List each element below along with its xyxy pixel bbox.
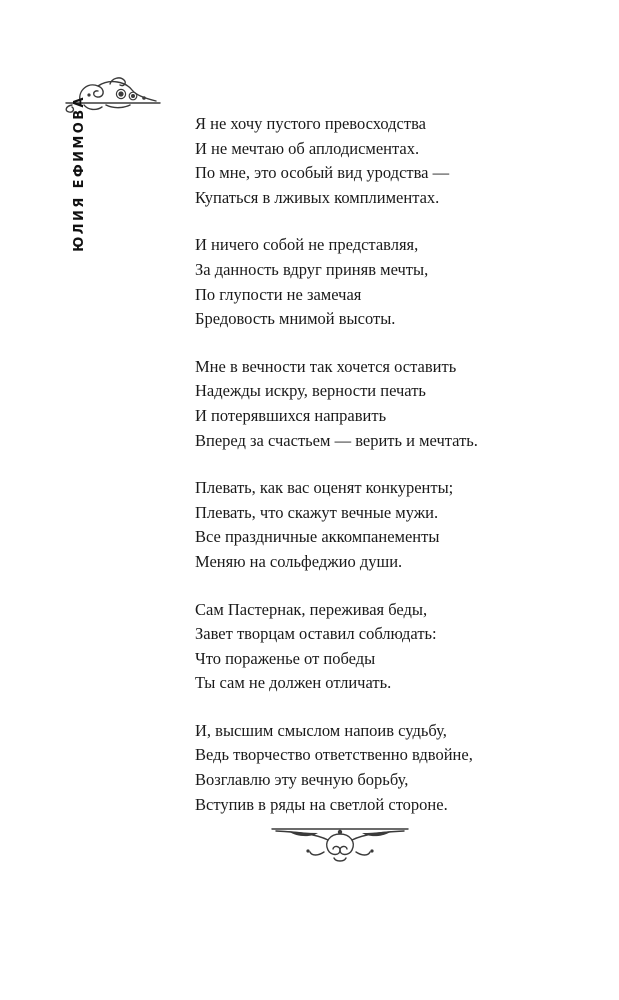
stanza [195,476,595,574]
poem-line: И ничего собой не представляя, [195,235,419,255]
poem-line: Купаться в лживых комплиментах. [195,187,440,207]
poem-line: Вступив в ряды на светлой стороне. [195,794,448,814]
poem-line: Ведь творчество ответственно вдвойне, [195,745,473,765]
poem-line: Меняю на сольфеджио души. [195,551,403,571]
poem-line: И потерявшихся направить [195,405,387,425]
poem [195,112,595,840]
poem-line: Что пораженье от победы [195,648,376,668]
stanza [195,233,595,331]
poem-line: За данность вдруг приняв мечты, [195,259,429,279]
author-running-head [68,95,92,265]
stanza [195,112,595,210]
poem-line: И, высшим смыслом напоив судьбу, [195,720,447,740]
poem-line: Завет творцам оставил соблюдать: [195,624,437,644]
poem-line: Плевать, что скажут вечные мужи. [195,502,439,522]
scroll-divider-icon [268,820,412,866]
stanza [195,355,595,453]
poem-line: Плевать, как вас оценят конкуренты; [195,478,454,498]
poem-line: Сам Пастернак, переживая беды, [195,599,428,619]
poem-line: Мне в вечности так хочется оставить [195,356,457,376]
poem-line: Вперед за счастьем — верить и мечтать. [195,430,478,450]
poem-line: Бредовость мнимой высоты. [195,309,396,329]
author-name: ЮЛИЯ ЕФИМОВА [72,95,87,252]
poem-line: Все праздничные аккомпанементы [195,527,440,547]
poem-line: Надежды искру, верности печать [195,381,426,401]
stanza [195,598,595,696]
poem-line: Возглавлю эту вечную борьбу, [195,770,409,790]
poem-line: Я не хочу пустого превосходства [195,114,426,133]
poem-line: По мне, это особый вид уродства — [195,163,450,183]
poem-line: И не мечтаю об аплодисментах. [195,138,420,158]
poem-line: Ты сам не должен отличать. [195,673,392,693]
poem-line: По глупости не замечая [195,284,362,304]
stanza [195,719,595,817]
